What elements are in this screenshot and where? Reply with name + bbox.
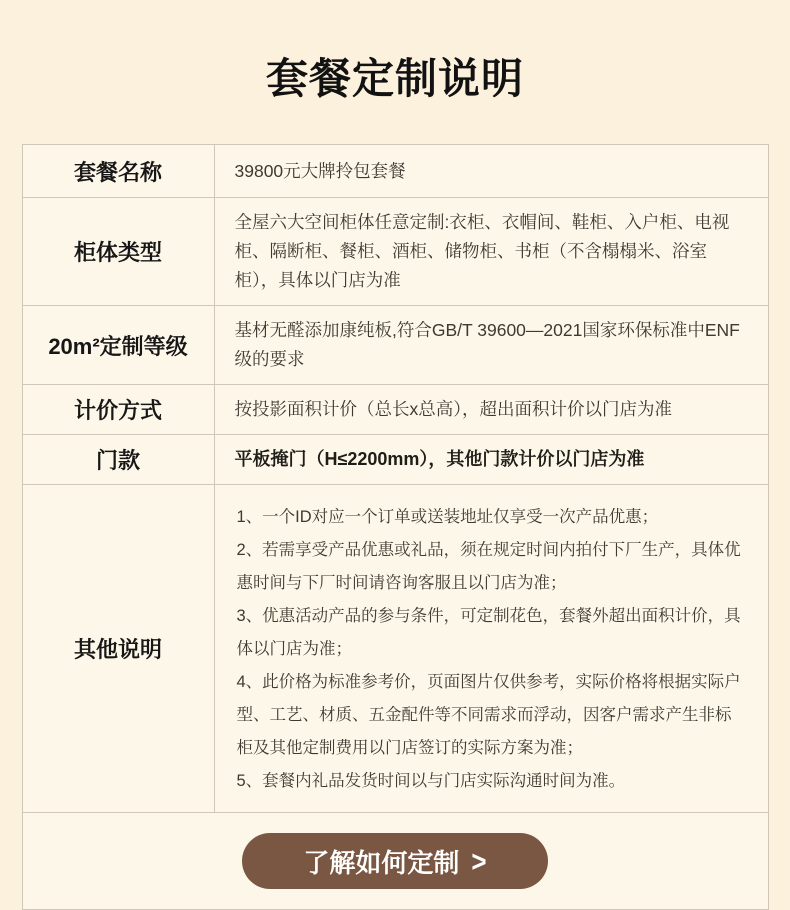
note-item-5: 5、套餐内礼品发货时间以与门店实际沟通时间为准。 — [236, 772, 626, 790]
row-value-custom-grade: 基材无醛添加康纯板,符合GB/T 39600—2021国家环保标准中ENF级的要求 — [234, 320, 740, 369]
table-row-package-name — [23, 145, 768, 197]
package-spec-table — [22, 144, 769, 910]
row-label-other-notes: 其他说明 — [23, 485, 215, 812]
row-label-package-name: 套餐名称 — [23, 145, 215, 197]
row-label-door-style: 门款 — [23, 435, 215, 484]
note-item-4: 4、此价格为标准参考价，页面图片仅供参考，实际价格将根据实际户型、工艺、材质、五金配件等不同需求而浮动，因客户需求产生非标柜及其他定制费用以门店签订的实际方案为准； — [236, 673, 741, 757]
note-item-1: 1、一个ID对应一个订单或送装地址仅享受一次产品优惠； — [236, 508, 659, 526]
row-label-cabinet-types: 柜体类型 — [23, 198, 215, 305]
table-row-action — [23, 812, 768, 909]
row-label-custom-grade: 20m²定制等级 — [23, 306, 215, 384]
table-row-door-style — [23, 434, 768, 484]
chevron-right-icon: > — [471, 843, 487, 878]
cta-button-label: 了解如何定制 — [303, 847, 460, 878]
note-item-2: 2、若需享受产品优惠或礼品，须在规定时间内拍付下厂生产，具体优惠时间与下厂时间请咨询客服且以门店为准； — [236, 541, 741, 592]
learn-how-to-customize-button[interactable] — [242, 833, 548, 889]
row-value-pricing-method: 按投影面积计价（总长x总高），超出面积计价以门店为准 — [234, 399, 672, 419]
row-label-pricing-method: 计价方式 — [23, 385, 215, 434]
note-item-3: 3、优惠活动产品的参与条件，可定制花色，套餐外超出面积计价，具体以门店为准； — [236, 607, 741, 658]
page-title: 套餐定制说明 — [265, 55, 524, 102]
row-value-cabinet-types: 全屋六大空间柜体任意定制:衣柜、衣帽间、鞋柜、入户柜、电视柜、隔断柜、餐柜、酒柜、储物柜、书柜（不含榻榻米、浴室柜），具体以门店为准 — [234, 212, 730, 290]
row-value-door-style: 平板掩门（H≤2200mm），其他门款计价以门店为准 — [234, 449, 645, 469]
table-row-other-notes — [23, 484, 768, 812]
row-value-other-notes — [215, 485, 768, 812]
table-row-cabinet-types — [23, 197, 768, 305]
row-value-package-name: 39800元大牌拎包套餐 — [234, 160, 406, 181]
table-row-pricing-method — [23, 384, 768, 434]
table-row-custom-grade — [23, 305, 768, 384]
